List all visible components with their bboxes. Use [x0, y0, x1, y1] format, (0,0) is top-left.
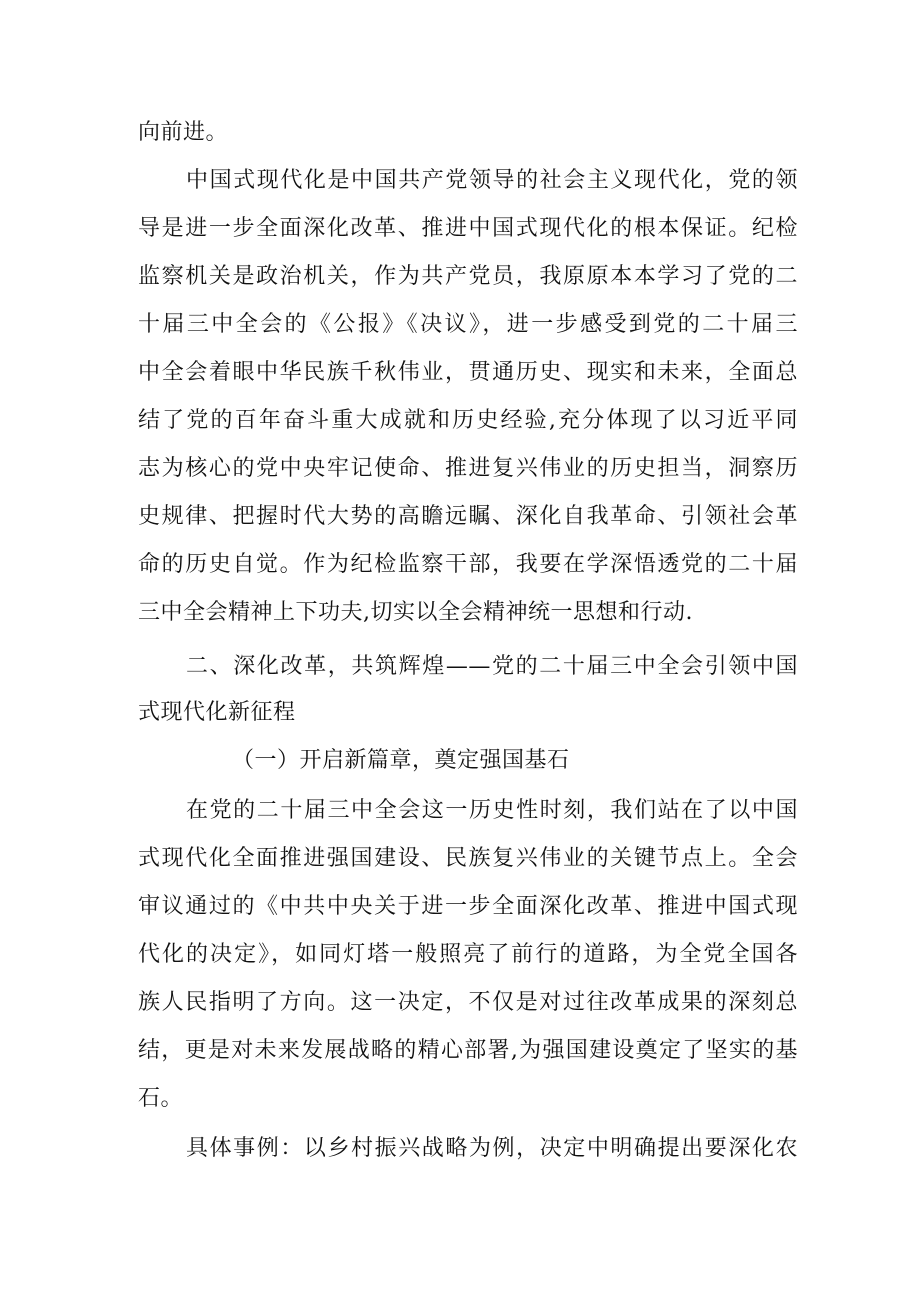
section-heading-line-1: 二、深化改革，共筑辉煌——党的二十届三中全会引领中国: [186, 654, 798, 679]
paragraph-2-line-1: 在党的二十届三中全会这一历史性时刻，我们站在了以中国: [186, 798, 798, 823]
paragraph-2-line-7: 石。: [138, 1086, 184, 1111]
paragraph-2-line-5: 族人民指明了方向。这一决定，不仅是对过往改革成果的深刻总: [138, 990, 798, 1015]
paragraph-3-line-1: 具体事例：以乡村振兴战略为例，决定中明确提出要深化农: [186, 1136, 798, 1161]
paragraph-1-line-10: 三中全会精神上下功夫,切实以全会精神统一思想和行动.: [138, 600, 693, 625]
paragraph-1-line-6: 结了党的百年奋斗重大成就和历史经验,充分体现了以习近平同: [138, 408, 798, 433]
paragraph-1-line-9: 命的历史自觉。作为纪检监察干部，我要在学深悟透党的二十届: [138, 552, 798, 577]
paragraph-1-line-1: 中国式现代化是中国共产党领导的社会主义现代化，党的领: [186, 168, 798, 193]
section-heading-line-2: 式现代化新征程: [138, 700, 296, 725]
paragraph-continuation: 向前进。: [138, 120, 229, 145]
paragraph-1-line-4: 十届三中全会的《公报》《决议》，进一步感受到党的二十届三: [138, 312, 798, 337]
paragraph-2-line-6: 结，更是对未来发展战略的精心部署,为强国建设奠定了坚实的基: [138, 1038, 798, 1063]
paragraph-2-line-3: 审议通过的《中共中央关于进一步全面深化改革、推进中国式现: [138, 894, 798, 919]
paragraph-1-line-5: 中全会着眼中华民族千秋伟业，贯通历史、现实和未来，全面总: [138, 360, 798, 385]
paragraph-1-line-8: 史规律、把握时代大势的高瞻远瞩、深化自我革命、引领社会革: [138, 504, 798, 529]
paragraph-2-line-2: 式现代化全面推进强国建设、民族复兴伟业的关键节点上。全会: [138, 846, 798, 871]
subsection-heading: （一）开启新篇章，奠定强国基石: [232, 748, 570, 773]
paragraph-1-line-3: 监察机关是政治机关，作为共产党员，我原原本本学习了党的二: [138, 264, 798, 289]
paragraph-2-line-4: 代化的决定》，如同灯塔一般照亮了前行的道路，为全党全国各: [138, 942, 798, 967]
paragraph-1-line-2: 导是进一步全面深化改革、推进中国式现代化的根本保证。纪检: [138, 216, 798, 241]
paragraph-1-line-7: 志为核心的党中央牢记使命、推进复兴伟业的历史担当，洞察历: [138, 456, 798, 481]
